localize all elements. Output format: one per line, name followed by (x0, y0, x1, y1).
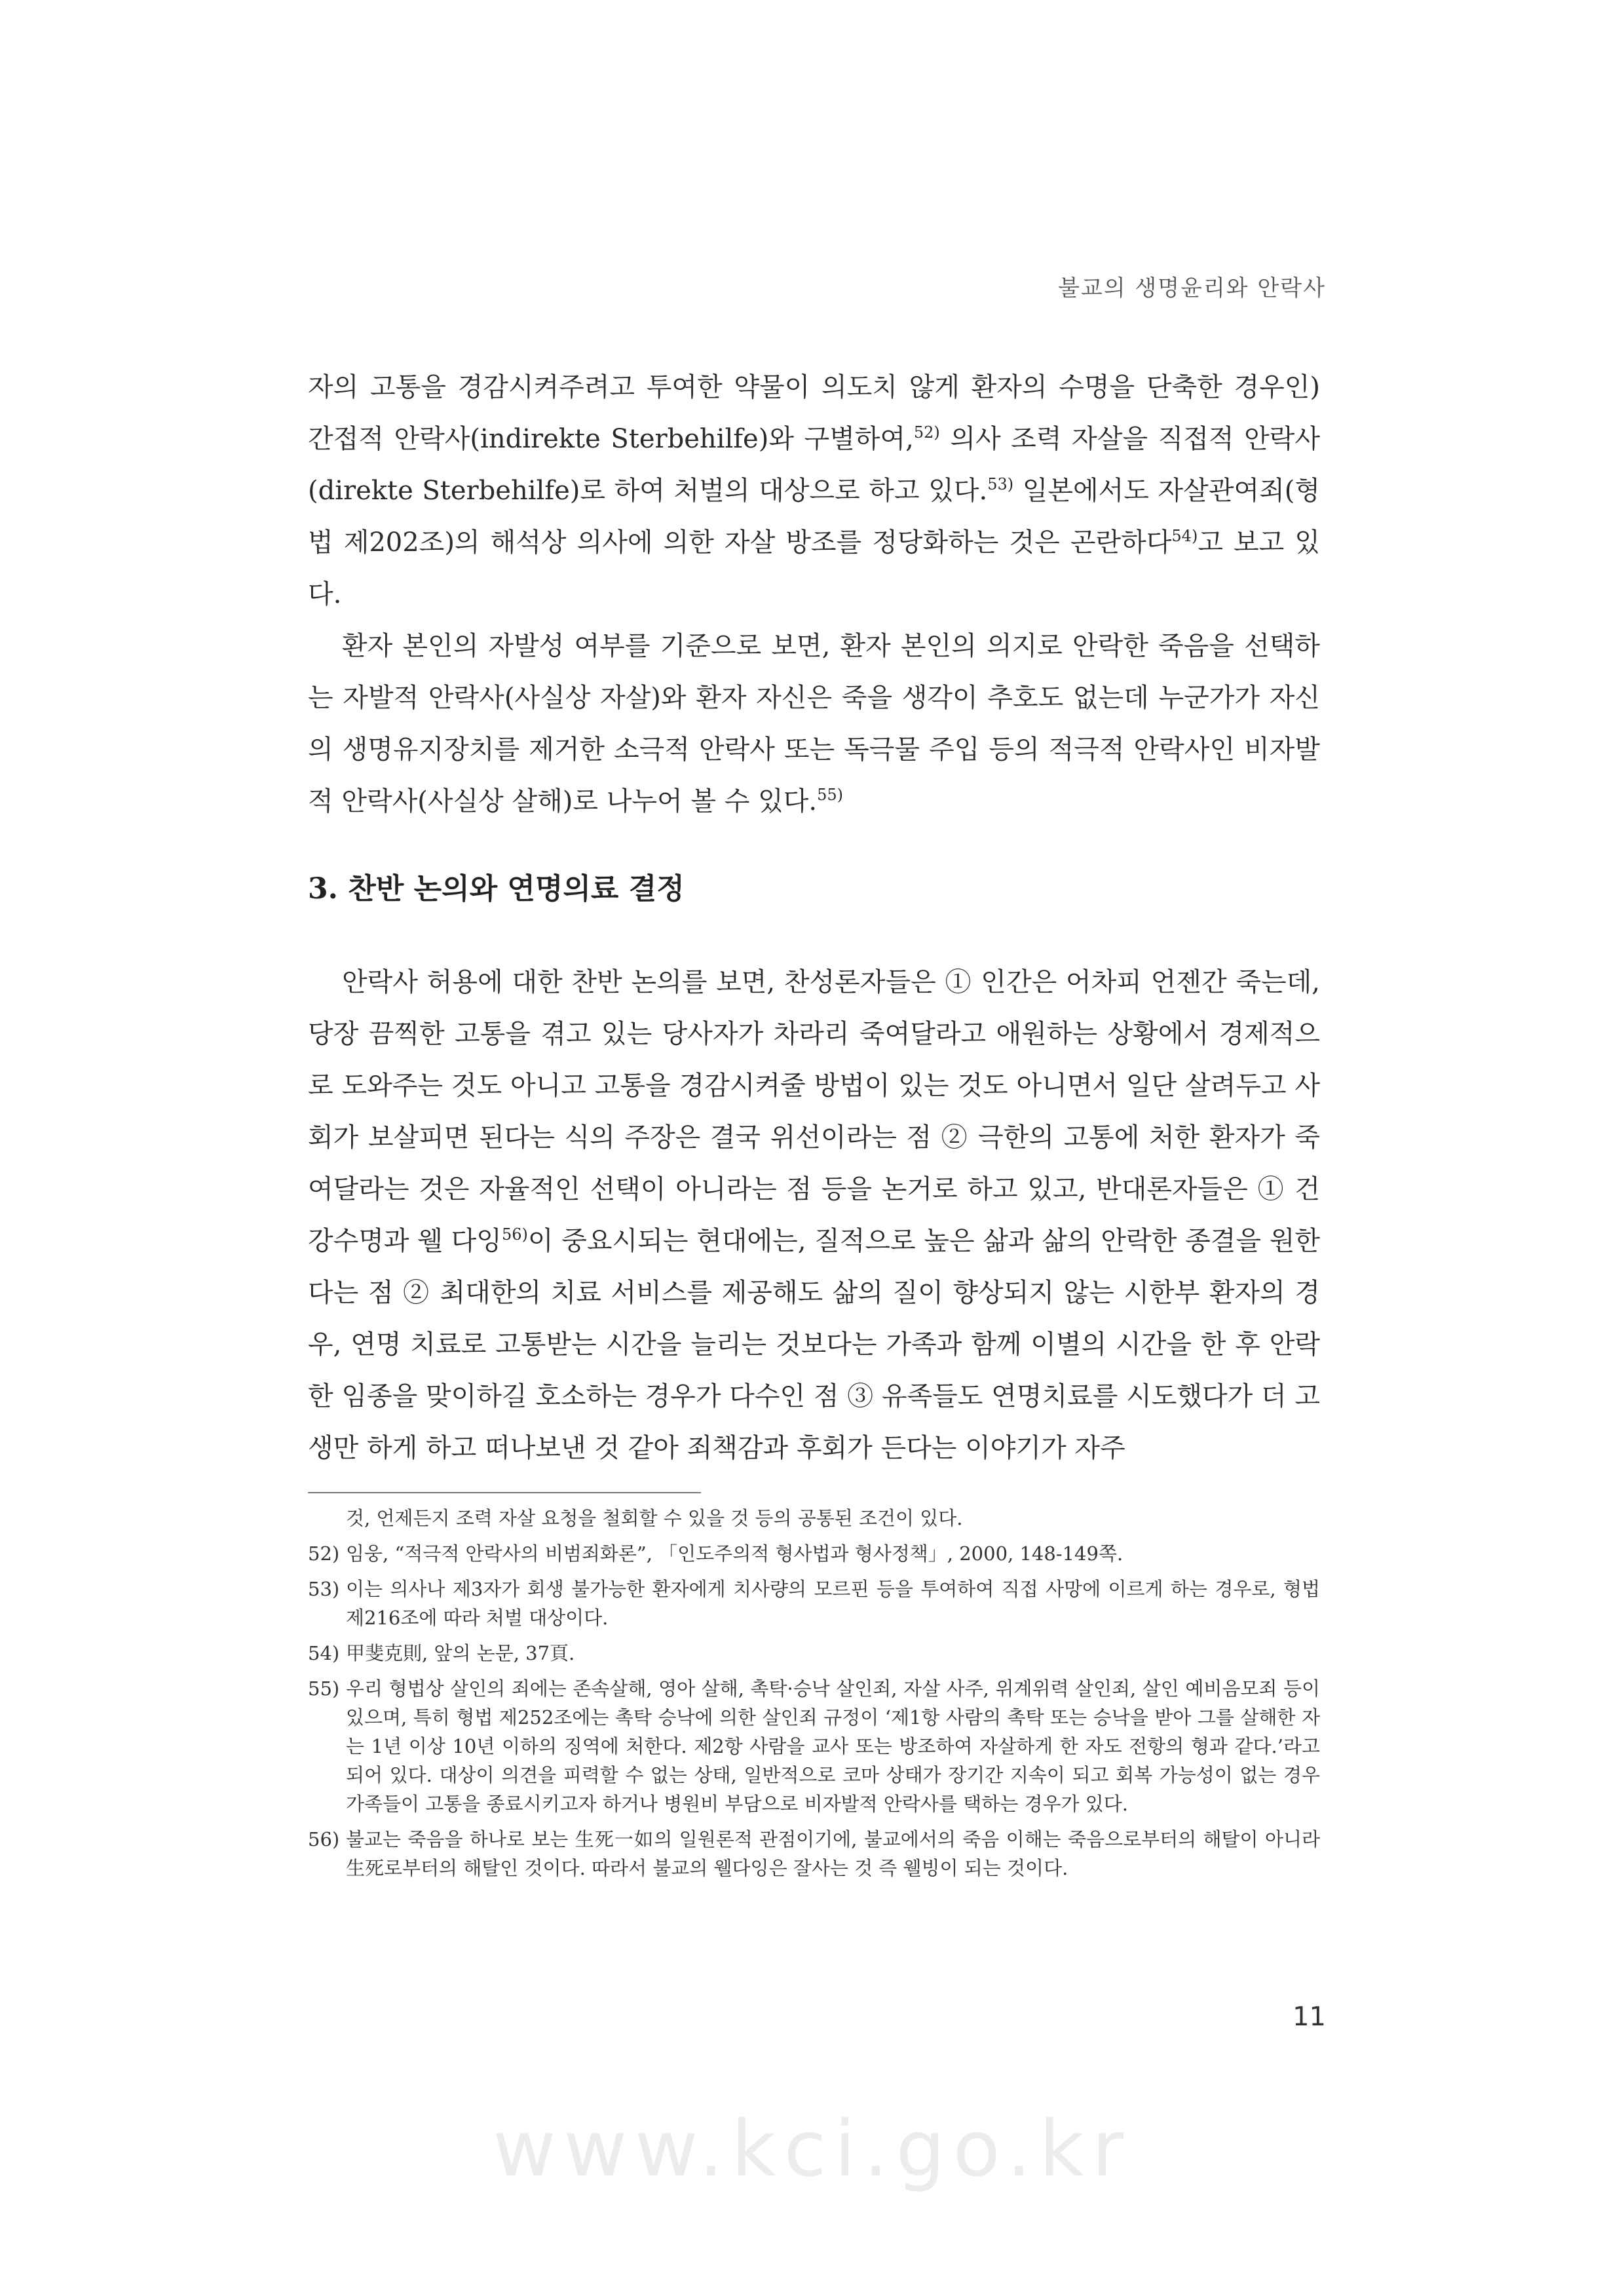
footnote-number: 54) (308, 1642, 340, 1664)
footnote-text: 이는 의사나 제3자가 회생 불가능한 환자에게 치사량의 모르핀 등을 투여하여 직접 사망에 이르게 하는 경우로, 형법 제216조에 따라 처벌 대상이다. (346, 1578, 1320, 1629)
footnote-item (308, 1504, 1320, 1533)
footnote-ref[interactable]: 53) (987, 475, 1014, 493)
paragraph-1 (308, 362, 1320, 621)
footnote-text: 우리 형법상 살인의 죄에는 존속살해, 영아 살해, 촉탁·승낙 살인죄, 자살 사주, 위계위력 살인죄, 살인 예비음모죄 등이 있으며, 특히 형법 제252조에는 촉탁 승낙에 의한 살인죄 규정이 ‘제1항 사람의 촉탁 또는 승낙을 받아 그를 살해한 자는 1년 이상 10년 이하의 징역에 처한다. 제2항 사람을 교사 또는 방조하여 자살하게 한 자도 전항의 형과 같다.’라고 되어 있다. 대상이 의견을 피력할 수 없는 상태, 일반적으로 코마 상태가 장기간 지속이 되고 회복 가능성이 없는 경우 가족들이 고통을 종료시키고자 하거나 병원비 부담으로 비자발적 안락사를 택하는 경우가 있다. (346, 1677, 1320, 1815)
footnote-text: 임웅, “적극적 안락사의 비범죄화론”, 「인도주의적 형사법과 형사정책」, 2000, 148-149쪽. (346, 1542, 1124, 1565)
paragraph-text: 일본에서도 자살관여죄(형법 제202조)의 해석상 의사에 의한 자살 방조를 정당화하는 것은 곤란하다 (308, 476, 1320, 558)
page-number: 11 (1293, 2002, 1326, 2032)
paragraph-text: 안락사 허용에 대한 찬반 논의를 보면, 찬성론자들은 ① 인간은 어차피 언젠간 죽는데, 당장 끔찍한 고통을 겪고 있는 당사자가 차라리 죽여달라고 애원하는 상황에서 경제적으로 도와주는 것도 아니고 고통을 경감시켜줄 방법이 있는 것도 아니면서 일단 살려두고 사회가 보살피면 된다는 식의 주장은 결국 위선이라는 점 ② 극한의 고통에 처한 환자가 죽여달라는 것은 자율적인 선택이 아니라는 점 등을 논거로 하고 있고, 반대론자들은 ① 건강수명과 웰 다잉 (308, 967, 1320, 1256)
footnote-text: 불교는 죽음을 하나로 보는 生死一如의 일원론적 관점이기에, 불교에서의 죽음 이해는 죽음으로부터의 해탈이 아니라 生死로부터의 해탈인 것이다. 따라서 불교의 웰다잉은 잘사는 것 즉 웰빙이 되는 것이다. (346, 1828, 1320, 1879)
footnote-ref[interactable]: 54) (1171, 527, 1198, 545)
paragraph-text: 자의 고통을 경감시켜주려고 투여한 약물이 의도치 않게 환자의 수명을 단축한 경우인) 간접적 안락사(indirekte Sterbehilfe)와 구별하여, (308, 372, 1320, 454)
running-header: 불교의 생명윤리와 안락사 (1058, 275, 1326, 301)
paragraph-text: 의사 조력 자살을 직접적 안락사(direkte Sterbehilfe)로 하여 처벌의 대상으로 하고 있다. (308, 424, 1320, 506)
footnote-ref[interactable]: 55) (817, 786, 844, 804)
footnote-item (308, 1674, 1320, 1818)
watermark: www.kci.go.kr (492, 2103, 1132, 2194)
paragraph-text: 이 중요시되는 현대에는, 질적으로 높은 삶과 삶의 안락한 종결을 원한다는 점 ② 최대한의 치료 서비스를 제공해도 삶의 질이 향상되지 않는 시한부 환자의 경우, 연명 치료로 고통받는 시간을 늘리는 것보다는 가족과 함께 이별의 시간을 한 후 안락한 임종을 맞이하길 호소하는 경우가 다수인 점 ③ 유족들도 연명치료를 시도했다가 더 고생만 하게 하고 떠나보낸 것 같아 죄책감과 후회가 든다는 이야기가 자주 (308, 1226, 1320, 1463)
footnote-text: 것, 언제든지 조력 자살 요청을 철회할 수 있을 것 등의 공통된 조건이 있다. (346, 1507, 963, 1529)
footnotes (308, 1504, 1320, 1889)
footnote-number: 53) (308, 1578, 340, 1600)
footnote-item (308, 1539, 1320, 1568)
footnote-number: 56) (308, 1828, 340, 1850)
footnote-text: 甲斐克則, 앞의 논문, 37頁. (346, 1642, 575, 1664)
footnote-item (308, 1639, 1320, 1668)
paragraph-2 (308, 621, 1320, 828)
body-text-top (308, 362, 1320, 828)
footnote-divider (308, 1492, 701, 1493)
footnote-ref[interactable]: 52) (913, 423, 940, 442)
paragraph-3 (308, 957, 1320, 1474)
footnote-number: 52) (308, 1542, 340, 1565)
paragraph-text: 고 보고 있다. (308, 527, 1320, 609)
footnote-item (308, 1825, 1320, 1883)
section-title: 3. 찬반 논의와 연명의료 결정 (308, 872, 685, 906)
footnote-item (308, 1575, 1320, 1632)
paragraph-text: 환자 본인의 자발성 여부를 기준으로 보면, 환자 본인의 의지로 안락한 죽음을 선택하는 자발적 안락사(사실상 자살)와 환자 자신은 죽을 생각이 추호도 없는데 누군가가 자신의 생명유지장치를 제거한 소극적 안락사 또는 독극물 주입 등의 적극적 안락사인 비자발적 안락사(사실상 살해)로 나누어 볼 수 있다. (308, 631, 1320, 816)
footnote-number: 55) (308, 1677, 340, 1700)
body-text-main (308, 957, 1320, 1474)
footnote-ref[interactable]: 56) (501, 1225, 528, 1244)
